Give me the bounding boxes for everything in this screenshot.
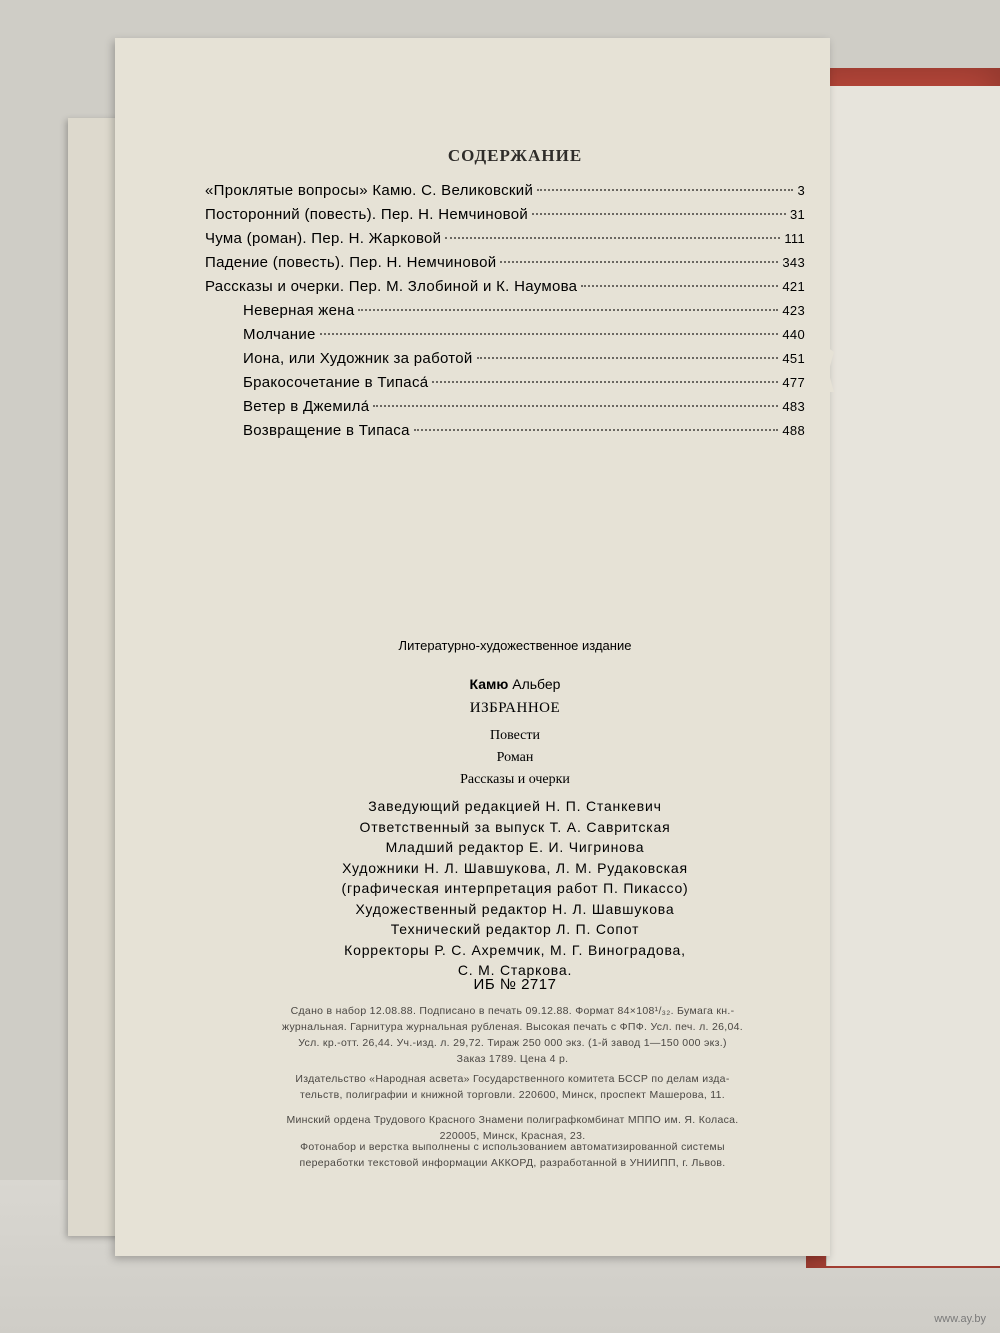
toc-entry	[205, 302, 805, 326]
credit-line: С. М. Старкова.	[457, 962, 573, 978]
genre-item: Рассказы и очерки	[460, 772, 570, 787]
toc-entry	[205, 182, 805, 206]
table-of-contents	[205, 182, 805, 446]
toc-entry-page: 423	[782, 303, 805, 318]
toc-entry-page: 343	[782, 255, 805, 270]
toc-entry-page: 31	[789, 207, 805, 222]
book-title: ИЗБРАННОЕ	[469, 700, 561, 716]
publisher-info	[215, 1071, 810, 1103]
publisher-line: Издательство «Народная асвета» Государственного комитета БССР по делам изда-	[295, 1073, 730, 1085]
toc-entry-title: Неверная жена	[243, 302, 355, 319]
site-watermark: www.ay.by	[934, 1313, 986, 1325]
toc-entry-title: «Проклятые вопросы» Камю. С. Великовский	[205, 182, 534, 199]
typesetting-line: переработки текстовой информации АККОРД, разработанной в УНИИПП, г. Львов.	[299, 1157, 726, 1169]
toc-leader-dots	[320, 333, 779, 335]
toc-entry	[205, 422, 805, 446]
credit-line: Художественный редактор Н. Л. Шавшукова	[355, 900, 675, 917]
printer-line: 220005, Минск, Красная, 23.	[439, 1130, 586, 1142]
toc-entry-page: 421	[782, 279, 805, 294]
toc-entry-title: Ветер в Джемила́	[243, 398, 370, 415]
toc-entry	[205, 350, 805, 374]
toc-entry-page: 440	[782, 327, 805, 342]
print-line: Заказ 1789. Цена 4 р.	[456, 1053, 569, 1065]
toc-entry-title: Возвращение в Типаса	[243, 422, 410, 439]
toc-entry-page: 483	[782, 399, 805, 414]
toc-leader-dots	[358, 309, 778, 311]
toc-leader-dots	[414, 429, 779, 431]
toc-entry-title: Посторонний (повесть). Пер. Н. Немчиновой	[205, 206, 529, 223]
toc-entry-page: 3	[797, 183, 805, 198]
toc-entry	[205, 326, 805, 350]
toc-entry-title: Чума (роман). Пер. Н. Жарковой	[205, 230, 442, 247]
credit-line: Корректоры Р. С. Ахремчик, М. Г. Виноградова,	[344, 941, 686, 958]
toc-entry	[205, 278, 805, 302]
toc-entry-title: Падение (повесть). Пер. Н. Немчиновой	[205, 254, 497, 271]
toc-entry-title: Рассказы и очерки. Пер. М. Злобиной и К. Наумова	[205, 278, 578, 295]
printer-line: Минский ордена Трудового Красного Знамени полиграфкомбинат МППО им. Я. Коласа.	[286, 1114, 739, 1126]
publisher-line: тельств, полиграфии и книжной торговли. 220600, Минск, проспект Машерова, 11.	[299, 1089, 726, 1101]
print-details	[215, 1003, 810, 1067]
toc-leader-dots	[373, 405, 778, 407]
ib-number: ИБ № 2717	[473, 976, 557, 993]
toc-leader-dots	[500, 261, 778, 263]
toc-leader-dots	[537, 189, 793, 191]
author-line	[215, 676, 815, 692]
credit-line: Заведующий редакцией Н. П. Станкевич	[368, 798, 662, 814]
endpaper	[826, 86, 1000, 1266]
genre-item: Повести	[489, 728, 541, 743]
toc-title: СОДЕРЖАНИЕ	[447, 146, 583, 165]
edition-type: Литературно-художественное издание	[398, 638, 632, 653]
toc-entry-page: 451	[782, 351, 805, 366]
toc-entry	[205, 374, 805, 398]
credit-line: Технический редактор Л. П. Сопот	[390, 921, 640, 937]
credit-line: Младший редактор Е. И. Чигринова	[385, 839, 645, 855]
toc-entry-page: 111	[784, 231, 805, 246]
toc-leader-dots	[445, 237, 780, 239]
toc-entry	[205, 206, 805, 230]
print-line: журнальная. Гарнитура журнальная рубленая. Высокая печать с ФПФ. Усл. печ. л. 26,04.	[282, 1021, 743, 1033]
toc-leader-dots	[477, 357, 779, 359]
toc-entry-page: 488	[782, 423, 805, 438]
print-line: Сдано в набор 12.08.88. Подписано в печать 09.12.88. Формат 84×108¹/₃₂. Бумага кн.-	[290, 1005, 735, 1017]
credit-line: Ответственный за выпуск Т. А. Савритская	[359, 818, 671, 835]
toc-entry	[205, 254, 805, 278]
toc-entry-page: 477	[782, 375, 805, 390]
genre-list	[215, 725, 815, 791]
toc-entry-title: Иона, или Художник за работой	[243, 350, 473, 367]
toc-entry-title: Бракосочетание в Типаса́	[243, 374, 429, 391]
typesetting-line: Фотонабор и верстка выполнены с использованием автоматизированной системы	[300, 1141, 725, 1153]
toc-leader-dots	[532, 213, 786, 215]
genre-item: Роман	[496, 750, 534, 765]
toc-leader-dots	[581, 285, 778, 287]
author-surname: Камю	[469, 676, 509, 692]
toc-entry	[205, 398, 805, 422]
typesetting-info	[215, 1139, 810, 1171]
toc-leader-dots	[432, 381, 778, 383]
print-line: Усл. кр.-отт. 26,44. Уч.-изд. л. 29,72. Тираж 250 000 экз. (1-й завод 1—150 000 экз.)	[298, 1037, 727, 1049]
credit-line: (графическая интерпретация работ П. Пикассо)	[341, 880, 689, 896]
toc-entry-title: Молчание	[243, 326, 316, 343]
author-name: Альбер	[512, 676, 561, 692]
toc-entry	[205, 230, 805, 254]
credits-list	[215, 796, 815, 981]
credit-line: Художники Н. Л. Шавшукова, Л. М. Рудаковская	[342, 859, 688, 876]
